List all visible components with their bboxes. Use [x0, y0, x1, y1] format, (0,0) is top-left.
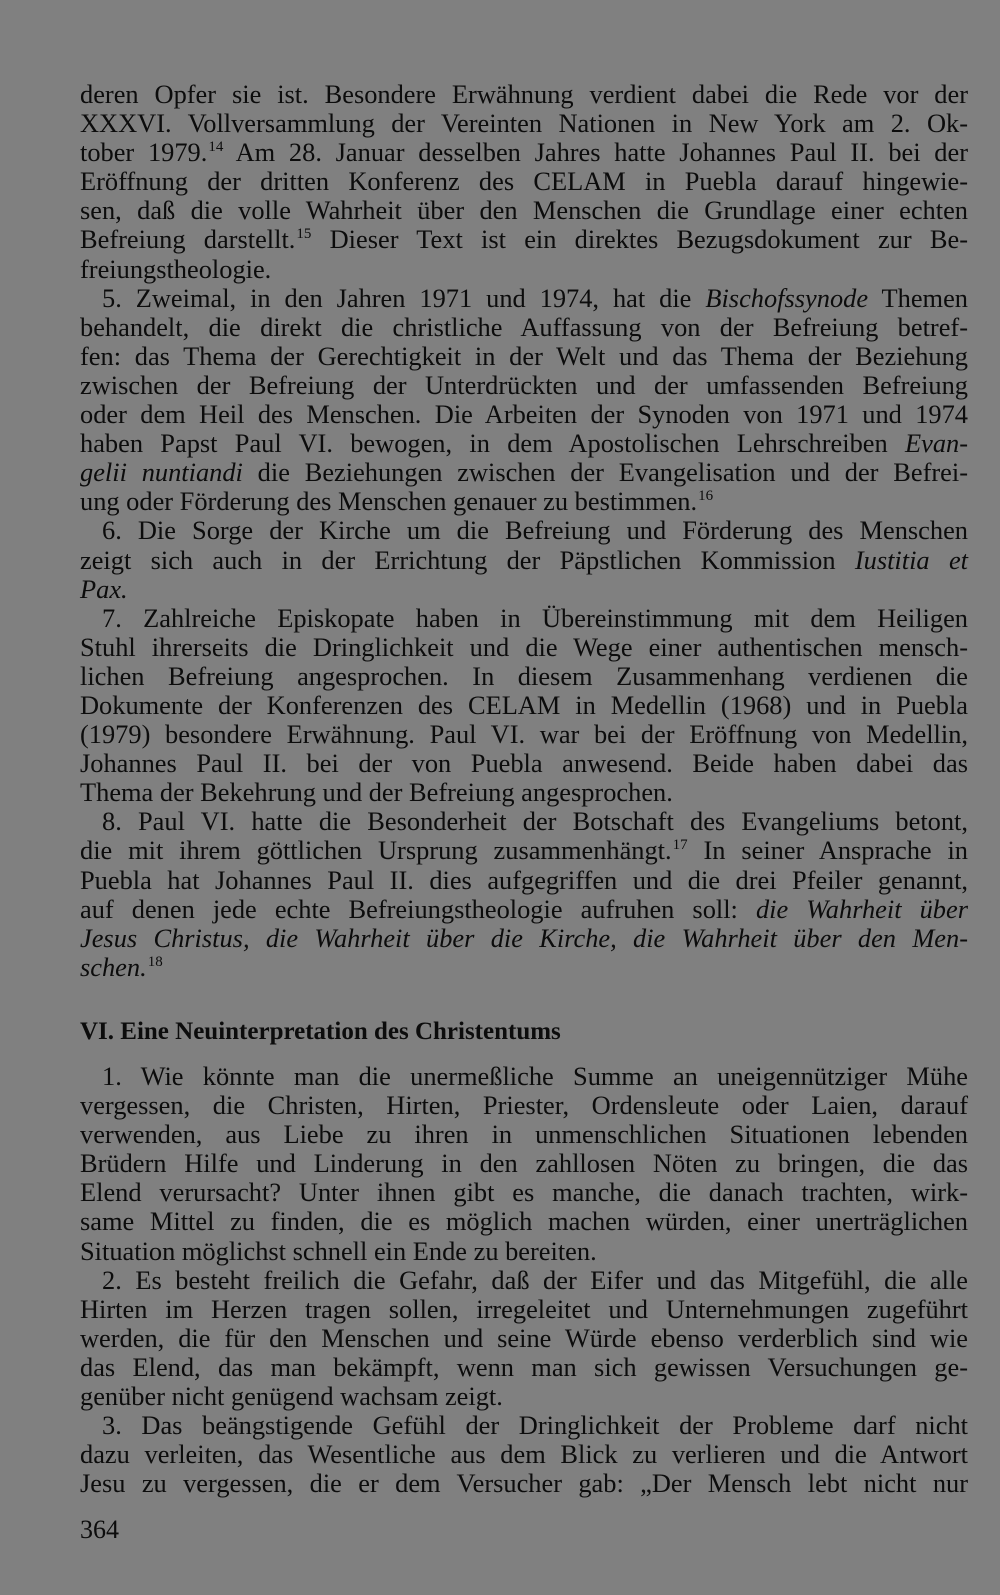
- text-line: [80, 924, 968, 953]
- text-line: 3. Das beängstigende Gefühl der Dringlichkeit der Probleme darf nicht: [102, 1410, 968, 1441]
- text-line: vergessen, die Christen, Hirten, Priester, Ordensleute oder Laien, darauf: [80, 1090, 968, 1121]
- body-text-section-b: [80, 1062, 968, 1498]
- text-line: zeigt sich auch in der Errichtung der Päpstlichen Kommission Iustitia et: [80, 544, 968, 575]
- text-line: Thema der Bekehrung und der Befreiung angesprochen.: [80, 777, 673, 808]
- text-line: sen, daß die volle Wahrheit über den Menschen die Grundlage einer echten: [80, 195, 968, 226]
- text-line: (1979) besondere Erwähnung. Paul VI. war bei der Eröffnung von Medellin,: [80, 719, 968, 750]
- text-line: behandelt, die direkt die christliche Auffassung von der Befreiung betref-: [80, 311, 968, 342]
- text-line: auf denen jede echte Befreiungstheologie aufruhen soll: die Wahrheit über: [80, 893, 968, 924]
- body-text-section-a: [80, 80, 968, 982]
- text-line: 6. Die Sorge der Kirche um die Befreiung und Förderung des Menschen: [102, 515, 968, 546]
- text-line: [80, 575, 968, 604]
- text-line: werden, die für den Menschen und seine Würde ebenso verderblich sind wie: [80, 1322, 968, 1353]
- text-line: 7. Zahlreiche Episkopate haben in Übereinstimmung mit dem Heiligen: [102, 602, 968, 633]
- text-line: dazu verleiten, das Wesentliche aus dem Blick zu verlieren und die Antwort: [80, 1439, 968, 1470]
- text-line: fen: das Thema der Gerechtigkeit in der Welt und das Thema der Beziehung: [80, 340, 968, 371]
- text-line: freiungstheologie.: [80, 253, 272, 284]
- section-heading: VI. Eine Neuinterpretation des Christentums: [80, 1018, 561, 1045]
- text-line: haben Papst Paul VI. bewogen, in dem Apostolischen Lehrschreiben Evan-: [80, 428, 968, 459]
- text-line: 1. Wie könnte man die unermeßliche Summe an uneigennütziger Mühe: [102, 1061, 968, 1091]
- italic-text: Jesus Christus, die Wahrheit über die Kirche, die Wahrheit über den Men-: [80, 922, 968, 953]
- text-line: 5. Zweimal, in den Jahren 1971 und 1974, hat die Bischofssynode Themen: [102, 282, 968, 313]
- text-line: die mit ihrem göttlichen Ursprung zusammenhängt.$^{17}$ In seiner Ansprache in: [80, 835, 968, 866]
- italic-text: Pax.: [80, 573, 128, 604]
- italic-text: die Wahrheit über: [755, 893, 968, 924]
- text-line: Dokumente der Konferenzen des CELAM in Medellin (1968) und in Puebla: [80, 689, 968, 720]
- text-line: Elend verursacht? Unter ihnen gibt es manche, die danach trachten, wirk-: [80, 1177, 968, 1208]
- footnote-marker: 14: [208, 139, 224, 156]
- text-line: Jesu zu vergessen, die er dem Versucher gab: „Der Mensch lebt nicht nur: [80, 1468, 968, 1499]
- text-line: Puebla hat Johannes Paul II. dies aufgegriffen und die drei Pfeiler genannt,: [80, 864, 968, 895]
- text-line: lichen Befreiung angesprochen. In diesem Zusammenhang verdienen die: [80, 660, 968, 691]
- text-line: oder dem Heil des Menschen. Die Arbeiten der Synoden von 1971 und 1974: [80, 399, 968, 430]
- text-line: 8. Paul VI. hatte die Besonderheit der Botschaft des Evangeliums betont,: [102, 806, 968, 837]
- text-line: tober 1979.14 Am 28. Januar desselben Jahres hatte Johannes Paul II. bei der: [80, 137, 969, 168]
- text-line: 2. Es besteht freilich die Gefahr, daß der Eifer und das Mitgefühl, die alle: [102, 1264, 968, 1295]
- text-line: same Mittel zu finden, die es möglich machen würden, einer unerträglichen: [80, 1206, 968, 1237]
- text-line: genüber nicht genügend wachsam zeigt.: [80, 1381, 503, 1412]
- text-line: gelii nuntiandi die Beziehungen zwischen der Evangelisation und der Befrei-: [80, 457, 968, 488]
- text-line: das Elend, das man bekämpft, wenn man sich gewissen Versuchungen ge-: [80, 1351, 968, 1382]
- text-line: deren Opfer sie ist. Besondere Erwähnung verdient dabei die Rede vor der: [80, 79, 968, 109]
- italic-text: Evan-: [904, 428, 968, 459]
- page-number: 364: [80, 1515, 119, 1544]
- italic-text: schen.: [80, 951, 147, 982]
- footnote-marker: 17: [672, 837, 688, 854]
- text-line: Brüdern Hilfe und Linderung in den zahllosen Nöten zu bringen, die das: [80, 1148, 968, 1179]
- footnote-marker: 16: [698, 488, 714, 505]
- text-line: XXXVI. Vollversammlung der Vereinten Nationen in New York am 2. Ok-: [80, 108, 968, 139]
- text-line: Stuhl ihrerseits die Dringlichkeit und die Wege einer authentischen mensch-: [80, 631, 968, 662]
- footnote-marker: 18: [147, 953, 163, 970]
- text-line: zwischen der Befreiung der Unterdrückten und der umfassenden Befreiung: [80, 369, 968, 400]
- text-line: Befreiung darstellt.$^{15}$ Dieser Text ist ein direktes Bezugsdokument zur Be-: [80, 224, 968, 255]
- text-line: [80, 953, 968, 982]
- text-line: ung oder Förderung des Menschen genauer zu bestimmen.$^{16}$: [80, 486, 714, 517]
- text-line: Johannes Paul II. bei der von Puebla anwesend. Beide haben dabei das: [80, 748, 968, 779]
- text-line: Hirten im Herzen tragen sollen, irregeleitet und Unternehmungen zugeführt: [80, 1293, 968, 1324]
- italic-text: Iustitia et: [854, 544, 968, 575]
- text-line: verwenden, aus Liebe zu ihren in unmenschlichen Situationen lebenden: [80, 1119, 968, 1150]
- italic-text: Bischofssynode: [705, 282, 869, 313]
- italic-text: gelii nuntiandi: [80, 457, 243, 488]
- text-line: Situation möglichst schnell ein Ende zu bereiten.: [80, 1235, 597, 1266]
- text-line: Eröffnung der dritten Konferenz des CELAM in Puebla darauf hingewie-: [80, 166, 968, 197]
- footnote-marker: 15: [296, 226, 312, 243]
